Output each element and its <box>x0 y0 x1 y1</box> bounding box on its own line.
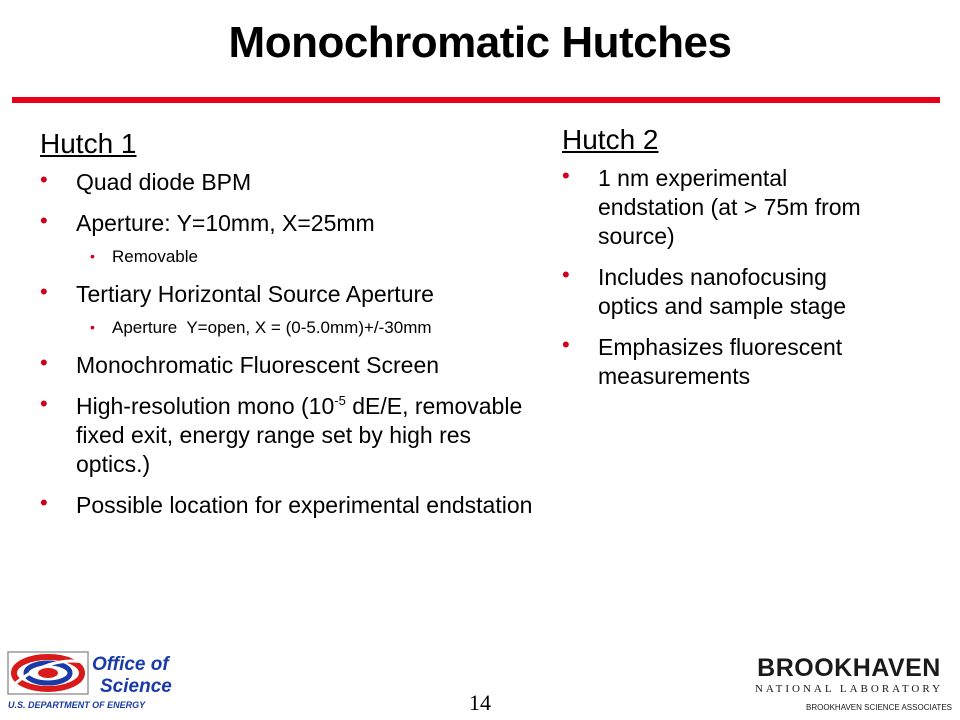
doe-line1: Office of <box>92 654 169 675</box>
list-item-text-start: High-resolution mono (10 <box>76 393 335 419</box>
list-item-text: Emphasizes fluorescent measurements <box>598 334 843 389</box>
list-item-text: Monochromatic Fluorescent Screen <box>76 352 440 378</box>
hutch1-heading: Hutch 1 <box>40 128 137 159</box>
list-item-text: Possible location for experimental endstation <box>76 492 533 518</box>
bullet-icon: • <box>40 350 48 375</box>
list-subitem-text: Aperture Y=open, X = (0-5.0mm)+/-30mm <box>112 318 432 337</box>
list-subitem-text: Removable <box>112 247 198 266</box>
bullet-icon: • <box>40 208 48 233</box>
list-item-text: Quad diode BPM <box>76 169 252 195</box>
list-item-text: 1 nm experimental endstation (at > 75m from source) <box>598 165 861 249</box>
doe-swirl-icon <box>8 652 88 694</box>
bullet-icon: • <box>40 279 48 304</box>
page-number: 14 <box>469 690 491 715</box>
hutch1-subitem-aperture-size <box>40 317 540 339</box>
hutch2-item-endstation <box>562 164 892 251</box>
hutch1-item-quad-diode <box>40 168 540 197</box>
bullet-icon: • <box>562 163 570 188</box>
list-item-text: Aperture: Y=10mm, X=25mm <box>76 210 375 236</box>
hutch2-list <box>562 164 892 391</box>
bullet-icon: • <box>562 332 570 357</box>
hutch1-item-possible-location <box>40 491 540 520</box>
office-of-science-logo <box>6 650 222 712</box>
doe-line3: U.S. DEPARTMENT OF ENERGY <box>8 700 146 710</box>
bullet-icon: • <box>90 319 95 335</box>
hutch1-item-tertiary-aperture <box>40 280 540 309</box>
brookhaven-logo-name: BROOKHAVEN <box>757 654 941 682</box>
bullet-icon: • <box>40 167 48 192</box>
bullet-icon: • <box>90 248 95 264</box>
hutch1-item-high-res-mono <box>40 392 540 479</box>
brookhaven-associates: BROOKHAVEN SCIENCE ASSOCIATES <box>806 703 952 712</box>
brookhaven-logo-sub: NATIONAL LABORATORY <box>754 683 944 695</box>
hutch2-heading: Hutch 2 <box>562 124 659 155</box>
hutch1-item-fluorescent-screen <box>40 351 540 380</box>
hutch2-item-fluorescent <box>562 333 892 391</box>
list-item-text-end: dE/E, removable fixed exit, energy range set by high res optics.) <box>76 393 523 477</box>
hutch1-column <box>40 126 540 532</box>
exponent: -5 <box>334 393 346 408</box>
slide-title: Monochromatic Hutches <box>228 18 732 67</box>
hutch2-column <box>562 122 892 403</box>
hutch1-subitem-removable <box>40 246 540 268</box>
doe-line2: Science <box>100 676 172 697</box>
hutch2-item-nanofocusing <box>562 263 892 321</box>
hutch1-item-aperture <box>40 209 540 238</box>
bullet-icon: • <box>40 391 48 416</box>
list-item-text: Includes nanofocusing optics and sample stage <box>598 264 847 319</box>
bullet-icon: • <box>40 490 48 515</box>
list-item-text: Tertiary Horizontal Source Aperture <box>76 281 434 307</box>
bullet-icon: • <box>562 262 570 287</box>
hutch1-list <box>40 168 540 520</box>
title-divider <box>12 97 940 103</box>
